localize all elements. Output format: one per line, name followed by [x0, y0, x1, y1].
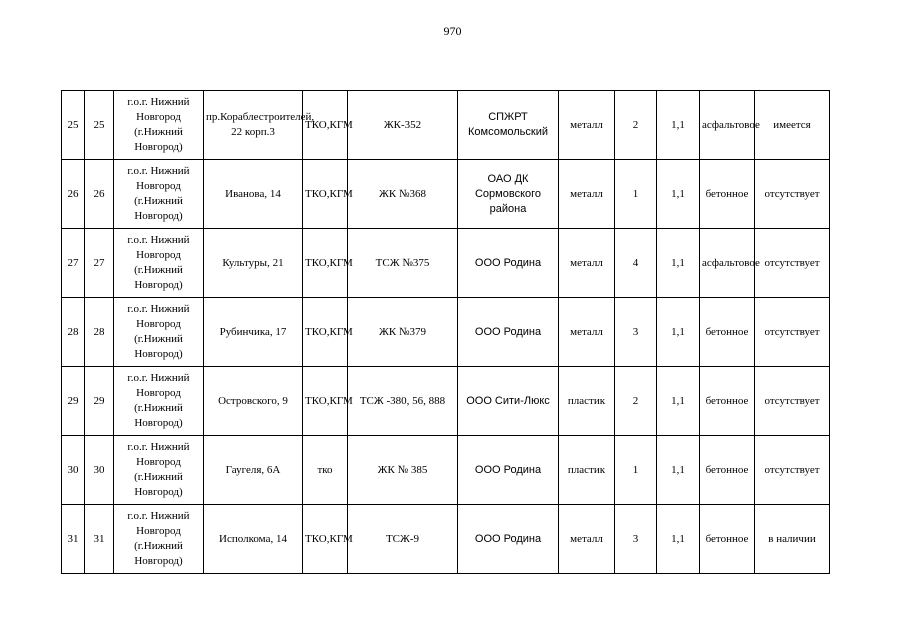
waste-type-cell: тко — [303, 436, 348, 505]
volume-cell: 1,1 — [657, 229, 700, 298]
surface-cell: асфальтовое — [700, 91, 755, 160]
material-cell: металл — [559, 160, 615, 229]
row-number-cell: 27 — [62, 229, 85, 298]
source-cell: ЖК № 385 — [348, 436, 458, 505]
containers-count-cell: 4 — [615, 229, 657, 298]
table-row — [62, 160, 830, 229]
containers-count-cell: 1 — [615, 436, 657, 505]
owner-cell: ООО Сити-Люкс — [458, 367, 559, 436]
row-index-cell: 29 — [85, 367, 114, 436]
fence-cell: отсутствует — [755, 229, 830, 298]
address-cell: Рубинчика, 17 — [204, 298, 303, 367]
owner-cell: ООО Родина — [458, 298, 559, 367]
container-sites-table — [61, 90, 830, 574]
address-cell: Островского, 9 — [204, 367, 303, 436]
volume-cell: 1,1 — [657, 367, 700, 436]
owner-cell: СПЖРТ Комсомольский — [458, 91, 559, 160]
row-index-cell: 27 — [85, 229, 114, 298]
address-cell: Иванова, 14 — [204, 160, 303, 229]
municipality-cell: г.о.г. Нижний Новгород (г.Нижний Новгород) — [114, 436, 204, 505]
row-number-cell: 30 — [62, 436, 85, 505]
volume-cell: 1,1 — [657, 436, 700, 505]
table-row — [62, 91, 830, 160]
fence-cell: отсутствует — [755, 436, 830, 505]
row-number-cell: 25 — [62, 91, 85, 160]
owner-cell: ООО Родина — [458, 436, 559, 505]
municipality-cell: г.о.г. Нижний Новгород (г.Нижний Новгород) — [114, 229, 204, 298]
material-cell: металл — [559, 505, 615, 574]
address-cell: Гаугеля, 6А — [204, 436, 303, 505]
table-row — [62, 505, 830, 574]
surface-cell: бетонное — [700, 298, 755, 367]
municipality-cell: г.о.г. Нижний Новгород (г.Нижний Новгород) — [114, 505, 204, 574]
fence-cell: отсутствует — [755, 367, 830, 436]
page-number: 970 — [443, 24, 462, 38]
containers-count-cell: 2 — [615, 367, 657, 436]
volume-cell: 1,1 — [657, 160, 700, 229]
surface-cell: бетонное — [700, 367, 755, 436]
row-index-cell: 25 — [85, 91, 114, 160]
volume-cell: 1,1 — [657, 505, 700, 574]
containers-count-cell: 3 — [615, 298, 657, 367]
source-cell: ЖК №368 — [348, 160, 458, 229]
surface-cell: бетонное — [700, 436, 755, 505]
address-cell: Культуры, 21 — [204, 229, 303, 298]
containers-count-cell: 3 — [615, 505, 657, 574]
municipality-cell: г.о.г. Нижний Новгород (г.Нижний Новгород) — [114, 160, 204, 229]
waste-type-cell: ТКО,КГМ — [303, 91, 348, 160]
waste-type-cell: ТКО,КГМ — [303, 229, 348, 298]
municipality-cell: г.о.г. Нижний Новгород (г.Нижний Новгород) — [114, 298, 204, 367]
source-cell: ЖК-352 — [348, 91, 458, 160]
fence-cell: отсутствует — [755, 160, 830, 229]
surface-cell: бетонное — [700, 160, 755, 229]
owner-cell: ООО Родина — [458, 229, 559, 298]
address-cell: Исполкома, 14 — [204, 505, 303, 574]
material-cell: пластик — [559, 367, 615, 436]
source-cell: ТСЖ №375 — [348, 229, 458, 298]
row-number-cell: 31 — [62, 505, 85, 574]
containers-count-cell: 2 — [615, 91, 657, 160]
table-row — [62, 436, 830, 505]
row-index-cell: 31 — [85, 505, 114, 574]
row-index-cell: 30 — [85, 436, 114, 505]
source-cell: ТСЖ-9 — [348, 505, 458, 574]
material-cell: металл — [559, 229, 615, 298]
source-cell: ТСЖ -380, 56, 888 — [348, 367, 458, 436]
table-row — [62, 229, 830, 298]
waste-type-cell: ТКО,КГМ — [303, 160, 348, 229]
row-index-cell: 26 — [85, 160, 114, 229]
volume-cell: 1,1 — [657, 91, 700, 160]
row-number-cell: 28 — [62, 298, 85, 367]
fence-cell: имеется — [755, 91, 830, 160]
municipality-cell: г.о.г. Нижний Новгород (г.Нижний Новгород) — [114, 91, 204, 160]
waste-type-cell: ТКО,КГМ — [303, 298, 348, 367]
table-row — [62, 298, 830, 367]
surface-cell: бетонное — [700, 505, 755, 574]
waste-type-cell: ТКО,КГМ — [303, 505, 348, 574]
table-row — [62, 367, 830, 436]
volume-cell: 1,1 — [657, 298, 700, 367]
owner-cell: ООО Родина — [458, 505, 559, 574]
material-cell: металл — [559, 298, 615, 367]
row-number-cell: 26 — [62, 160, 85, 229]
owner-cell: ОАО ДК Сормовского района — [458, 160, 559, 229]
municipality-cell: г.о.г. Нижний Новгород (г.Нижний Новгород) — [114, 367, 204, 436]
material-cell: пластик — [559, 436, 615, 505]
waste-type-cell: ТКО,КГМ — [303, 367, 348, 436]
surface-cell: асфальтовое — [700, 229, 755, 298]
row-number-cell: 29 — [62, 367, 85, 436]
containers-count-cell: 1 — [615, 160, 657, 229]
address-cell: пр.Кораблестроителей, 22 корп.3 — [204, 91, 303, 160]
source-cell: ЖК №379 — [348, 298, 458, 367]
row-index-cell: 28 — [85, 298, 114, 367]
fence-cell: отсутствует — [755, 298, 830, 367]
material-cell: металл — [559, 91, 615, 160]
fence-cell: в наличии — [755, 505, 830, 574]
